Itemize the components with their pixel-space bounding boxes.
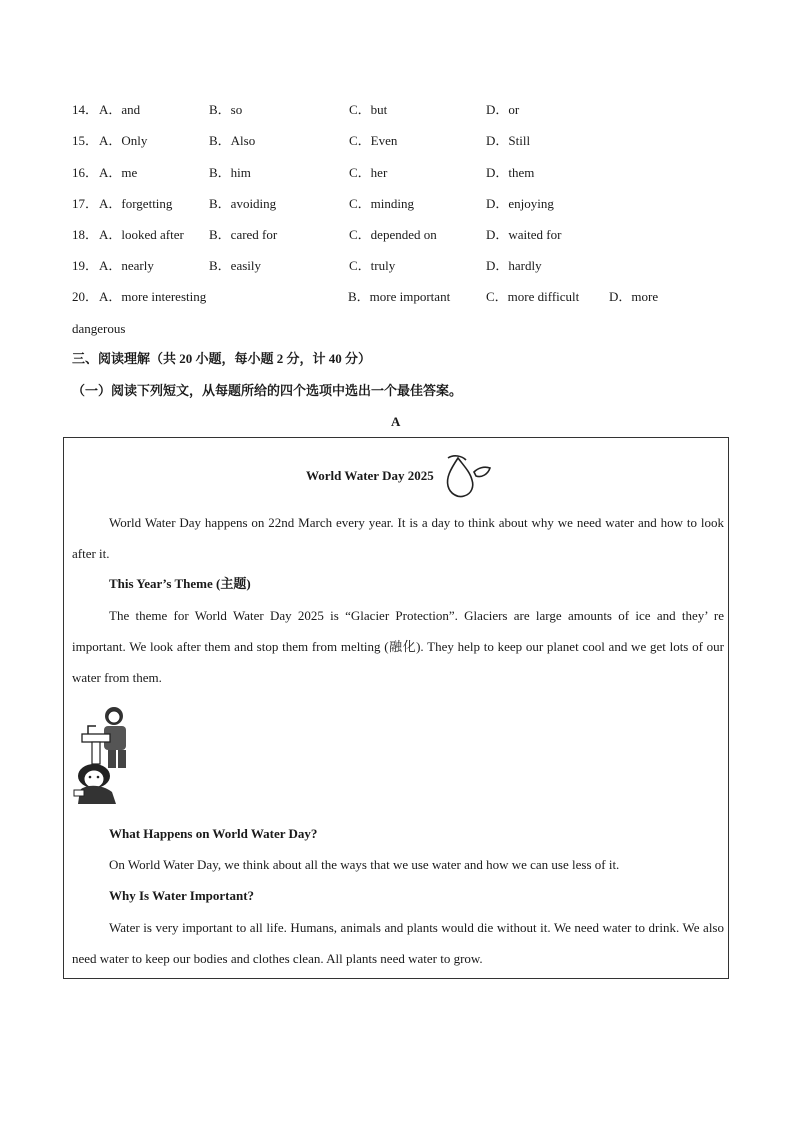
question-number: 14． bbox=[72, 102, 99, 117]
theme-heading: This Year’s Theme (主题) bbox=[109, 576, 251, 591]
option-d: D．more bbox=[609, 289, 659, 304]
option-b: B．so bbox=[209, 102, 243, 117]
option-b: B．more important bbox=[348, 289, 451, 304]
option-a: A．forgetting bbox=[99, 196, 173, 211]
option-b: B．easily bbox=[209, 258, 261, 273]
question-number: 20． bbox=[72, 289, 99, 304]
option-c: C．but bbox=[349, 102, 388, 117]
water-drops-icon bbox=[444, 452, 494, 500]
option-d: D．Still bbox=[486, 133, 531, 148]
option-d: D．or bbox=[486, 102, 520, 117]
option-a: A．nearly bbox=[99, 258, 154, 273]
section-heading: 三、阅读理解（共 20 小题，每小题 2 分，计 40 分） bbox=[72, 351, 372, 366]
option-c: C．more difficult bbox=[486, 289, 580, 304]
option-b: B．him bbox=[209, 165, 251, 180]
option-a: A．me bbox=[99, 165, 138, 180]
option-a: A．Only bbox=[99, 133, 148, 148]
why-heading: Why Is Water Important? bbox=[109, 888, 255, 903]
option-d: D．hardly bbox=[486, 258, 542, 273]
option-a: A．more interesting bbox=[99, 289, 207, 304]
option-c: C．truly bbox=[349, 258, 396, 273]
option-d: D．them bbox=[486, 165, 535, 180]
intro-paragraph: World Water Day happens on 22nd March every year. It is a day to think about why we need water and how to look after it. bbox=[72, 515, 724, 561]
children-washing-illustration bbox=[72, 704, 136, 808]
option-c: C．her bbox=[349, 165, 388, 180]
option-a: A．looked after bbox=[99, 227, 184, 242]
question-number: 17． bbox=[72, 196, 99, 211]
option-c: C．minding bbox=[349, 196, 415, 211]
happens-paragraph: On World Water Day, we think about all the ways that we use water and how we can use less of it. bbox=[109, 857, 620, 872]
passage-box bbox=[63, 437, 729, 979]
sub-heading: （一）阅读下列短文，从每题所给的四个选项中选出一个最佳答案。 bbox=[72, 383, 463, 398]
option-b: B．avoiding bbox=[209, 196, 277, 211]
passage-label: A bbox=[391, 414, 401, 429]
theme-paragraph: The theme for World Water Day 2025 is “Glacier Protection”. Glaciers are large amounts of ice and they’ re important. We look after them and stop them from melting (融化). They help to keep our planet cool and we get lots of our water from them. bbox=[72, 608, 724, 685]
question-number: 16． bbox=[72, 165, 99, 180]
passage-title: World Water Day 2025 bbox=[306, 468, 434, 483]
option-d: D．waited for bbox=[486, 227, 562, 242]
question-number: 18． bbox=[72, 227, 99, 242]
why-paragraph: Water is very important to all life. Humans, animals and plants would die without it. We need water to drink. We also need water to keep our bodies and clothes clean. All plants need water to grow. bbox=[72, 920, 724, 966]
question-number: 15． bbox=[72, 133, 99, 148]
option-d: D．enjoying bbox=[486, 196, 554, 211]
option-d-continued: dangerous bbox=[72, 321, 126, 336]
option-c: C．depended on bbox=[349, 227, 437, 242]
question-number: 19． bbox=[72, 258, 99, 273]
option-c: C．Even bbox=[349, 133, 398, 148]
option-b: B．cared for bbox=[209, 227, 278, 242]
option-b: B．Also bbox=[209, 133, 256, 148]
option-a: A．and bbox=[99, 102, 141, 117]
happens-heading: What Happens on World Water Day? bbox=[109, 826, 318, 841]
